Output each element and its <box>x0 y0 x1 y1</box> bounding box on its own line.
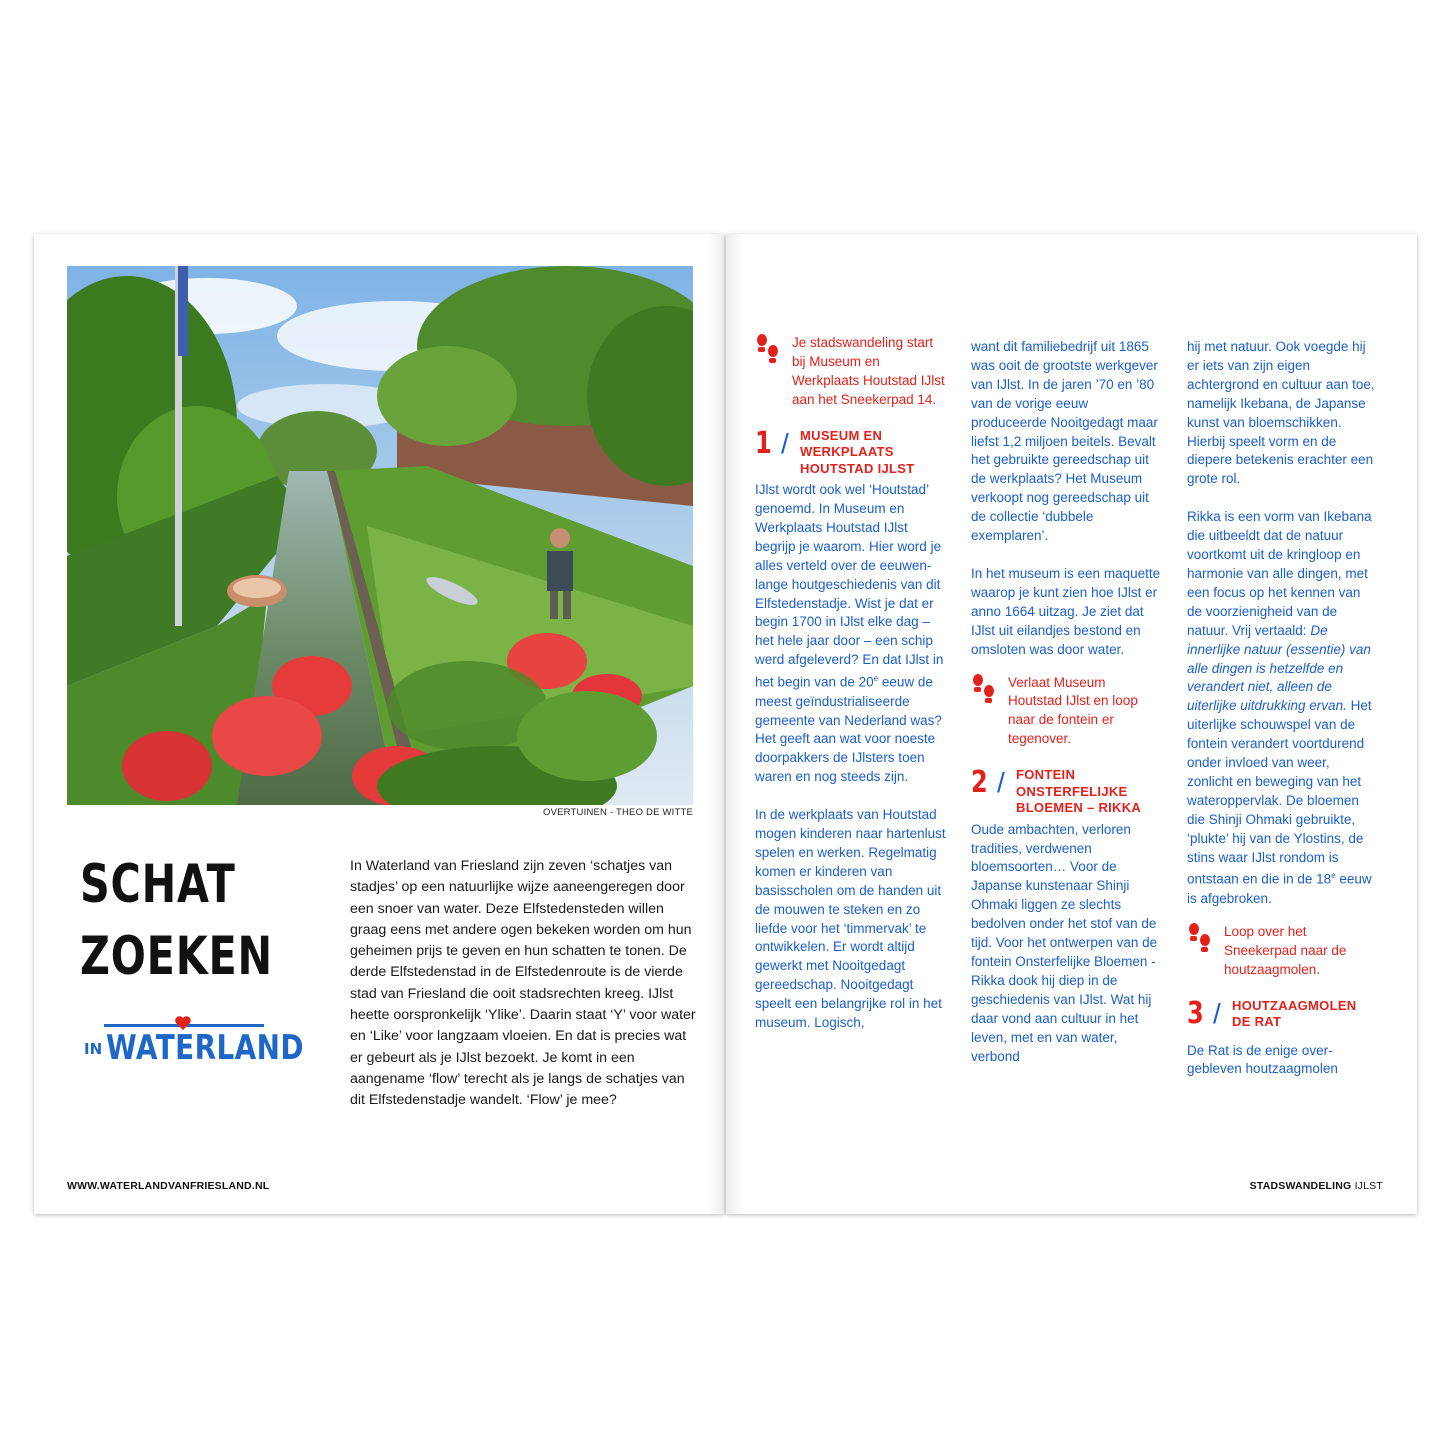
section-number: 2 <box>971 765 988 801</box>
column-3 <box>1187 338 1379 1079</box>
right-page <box>726 234 1417 1214</box>
logo-line-2: ZOEKEN <box>80 926 273 987</box>
footprints-icon <box>971 674 997 708</box>
logo-word: WATERLAND <box>106 1028 304 1068</box>
logo-line-1: SCHAT <box>80 854 236 915</box>
section-number: 1 <box>755 425 772 461</box>
footprints-icon <box>1187 923 1213 957</box>
section-footer: STADSWANDELING IJLST <box>1249 1180 1383 1192</box>
column-2 <box>971 338 1163 1066</box>
paragraph: Oude ambachten, verloren tradities, verdwenen bloemsoorten… Voor de Japanse kunstenaar Shinji Ohmaki liggen ze slechts bedolven onder het stof van de tijd. Voor het ontwerpen van de fontein Onsterfelijke Bloemen - Rikka dook hij diep in de geschiedenis van IJlst. Wat hij daar vond aan cultuur in het leven, met en van water, verbond <box>971 821 1158 1064</box>
magazine-spread <box>34 234 1417 1214</box>
paragraph: Rikka is een vorm van Ikebana die uitbeeldt dat de natuur voortkomt uit de kringloop en harmonie van alle dingen, met een focus op het kennen van de voorzienigheid van de natuur. Vrij vertaald: De innerlijke natuur (essentie) van alle dingen is hetzelfde en verandert niet, alleen de uiterlijke uitdrukking ervan. Het uiterlijke schouwspel van de fontein verandert voortdurend onder invloed van weer, zonlicht en beweging van het wateroppervlak. De bloemen die Shinji Ohmaki gebruikte, ‘plukte’ hij van de Ylostins, de stins waar IJlst rondom is ontstaan en die in de 18e eeuw is afgebroken. <box>1187 509 1372 906</box>
walk-instruction-3: Loop over het Sneekerpad naar de houtzaagmolen. <box>1187 923 1379 980</box>
walk-instruction-1: Je stadswandeling start bij Museum en Werkplaats Houtstad IJlst aan het Sneekerpad 14. <box>755 334 947 410</box>
paragraph: IJlst wordt ook wel ‘Houtstad’ genoemd. In Museum en Werkplaats Houtstad IJlst begrijp je waarom. Hier word je alles verteld over de eeuwen-lange houtgeschiedenis van dit Elfstedenstadje. Wist je dat er begin 1700 in IJlst elke dag – het hele jaar door – een schip werd afgeleverd? En dat IJlst in het begin van de 20e eeuw de meest geïndustrialiseerde gemeente van Nederland was? Het geeft aan wat voor noeste doorpakkers de IJlsters toen waren en nog steeds zijn. <box>755 482 944 785</box>
footprints-icon <box>755 334 781 368</box>
section-number: 3 <box>1187 995 1204 1031</box>
section-1-heading <box>755 425 947 478</box>
section-title: FONTEIN ONSTERFELIJKE BLOEMEN – RIKKA <box>1016 767 1142 816</box>
canal-photo <box>67 266 693 805</box>
walk-instruction-2: Verlaat Museum Houtstad IJlst en loop naar de fontein er tegenover. <box>971 674 1163 750</box>
left-page <box>34 234 724 1214</box>
paragraph: In het museum is een maquette waarop je kunt zien hoe IJlst er anno 1664 uitzag. Je ziet dat IJlst uit eilandjes bestond en omsloten was door water. <box>971 565 1161 657</box>
photo-caption: OVERTUINEN - THEO DE WITTE <box>543 807 693 818</box>
paragraph: want dit familiebedrijf uit 1865 was ooit de grootste werkgever van IJlst. In de jaren ’70 en ’80 van de vorige eeuw produceerde Nooitgedagt maar liefst 1,2 miljoen beitels. Bevalt het gebruikte gereedschap uit de werkplaats? Het Museum verkoopt nog gereedschap uit de collectie ‘dubbele exemplaren’. <box>971 339 1158 544</box>
paragraph: In de werkplaats van Houtstad mogen kinderen naar hartenlust spelen en werken. Regelmatig komen er kinderen van basisscholen om de handen uit de mouwen te steken en zo liefde voor het ‘timmervak’ te ontwikkelen. Er wordt altijd gewerkt met Nooitgedagt gereedschap. Nooitgedagt speelt een belangrijke rol in het museum. Logisch, <box>755 807 946 1031</box>
section-slash: / <box>1213 997 1221 1029</box>
section-slash: / <box>997 767 1005 799</box>
logo-in: IN <box>84 1040 103 1058</box>
schatzoeken-logo <box>80 854 304 1096</box>
paragraph: De Rat is de enige over-gebleven houtzaagmolen <box>1187 1042 1338 1077</box>
intro-text: In Waterland van Friesland zijn zeven ‘schatjes van stadjes’ op een natuurlijke wijze aaneengeregen door een snoer van water. Deze Elfstedensteden willen graag eens met andere ogen bekeken worden om hun geheimen prijs te geven en hun schatten te tonen. De derde Elfstedenstad in de Elfstedenroute is de vierde stad van Friesland die ooit stadsrechten kreeg. IJlst heette oorspronkelijk ‘Ylike’. Daarin staat ‘Y’ voor water en ‘Like’ voor langzaam vloeien. En dat is precies wat er gebeurt als je IJlst bezoekt. Je komt in een aangename ‘flow’ terecht als je langs de schatjes van dit Elfstedenstadje wandelt. ‘Flow’ je mee? <box>350 858 696 1109</box>
column-1 <box>755 334 947 1033</box>
section-title: HOUTZAAGMOLEN DE RAT <box>1232 997 1357 1029</box>
section-3-heading <box>1187 995 1379 1038</box>
paragraph: hij met natuur. Ook voegde hij er iets van zijn eigen achtergrond en cultuur aan toe, namelijk Ikebana, de Japanse kunst van bloemschikken. Hierbij speelt vorm en de diepere betekenis erachter een grote rol. <box>1187 339 1375 487</box>
website-footer: WWW.WATERLANDVANFRIESLAND.NL <box>67 1180 270 1192</box>
section-2-heading <box>971 767 1163 817</box>
section-title: MUSEUM EN WERKPLAATS HOUTSTAD IJLST <box>800 427 915 476</box>
section-slash: / <box>781 427 789 459</box>
